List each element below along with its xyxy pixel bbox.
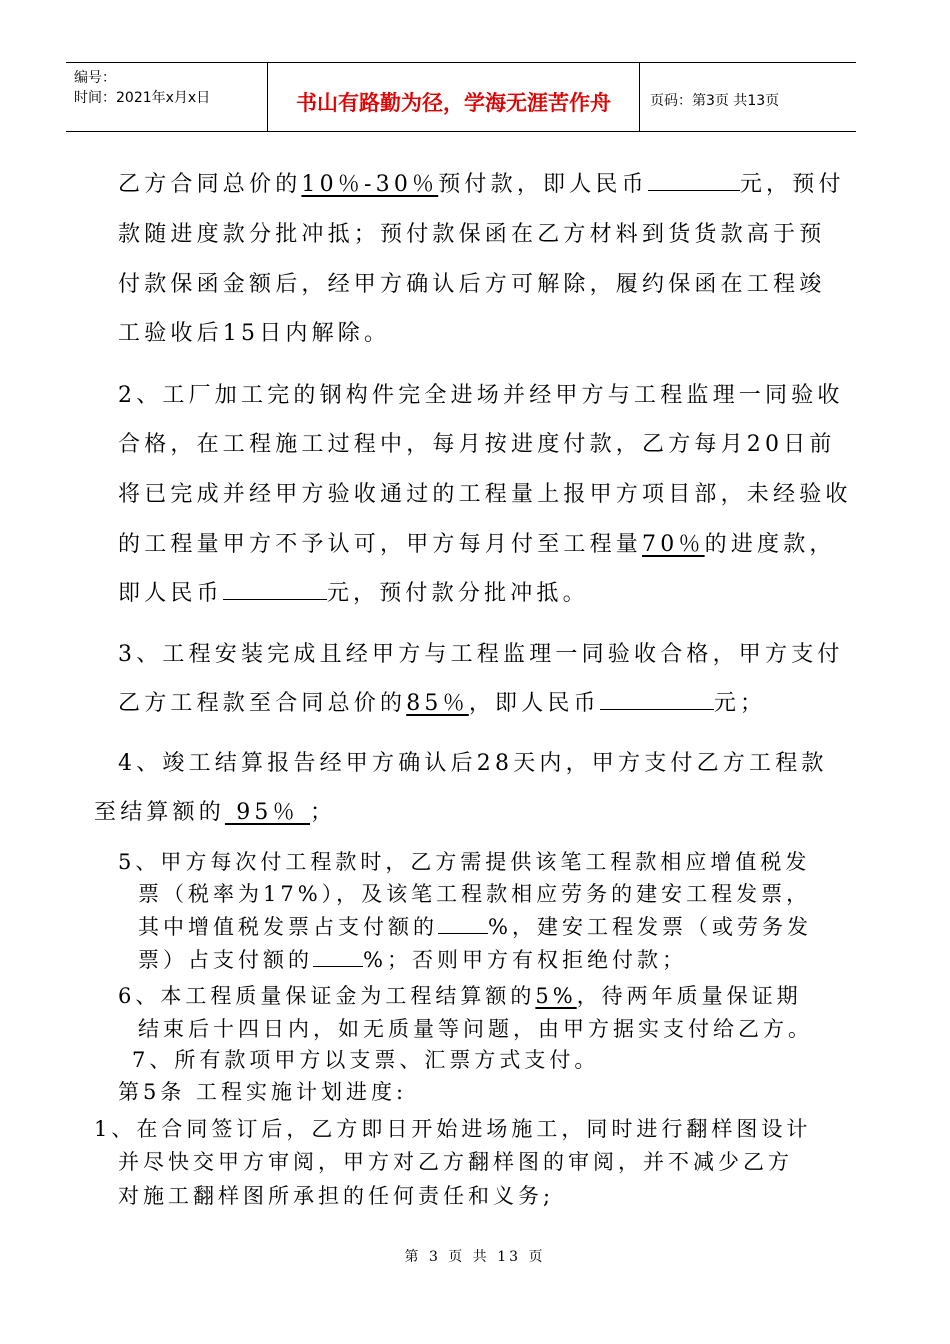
text: 的工程量甲方不予认可，甲方每月付至工程量: [118, 532, 643, 557]
p4-line-2: [94, 795, 336, 826]
text: 元，预付: [739, 172, 845, 197]
s5-p1-line-2: 并尽快交甲方审阅，甲方对乙方翻样图的审阅，并不减少乙方: [118, 1150, 793, 1174]
p4-line-1: 4、竣工结算报告经甲方确认后28天内，甲方支付乙方工程款: [118, 751, 828, 776]
text: ，即人民币: [468, 691, 600, 716]
amount-blank: [223, 581, 327, 600]
text: 乙方工程款至合同总价的: [118, 691, 407, 716]
text: 元；: [713, 691, 767, 716]
percentage: 5%: [535, 984, 577, 1008]
header-divider: [639, 63, 640, 131]
text: 6、本工程质量保证金为工程结算额的: [118, 984, 536, 1008]
p1-line-2: 款随进度款分批冲抵；预付款保函在乙方材料到货货款高于预: [118, 222, 826, 247]
p6-line-1: [118, 980, 802, 1010]
p5-line-3: [138, 911, 812, 941]
p6-line-2: 结束后十四日内，如无质量等问题，由甲方据实支付给乙方。: [138, 1017, 813, 1041]
text: 票）占支付额的: [138, 948, 313, 972]
percentage: 10％-30％: [301, 172, 439, 197]
text: 即人民币: [118, 581, 223, 606]
p2-line-4: [118, 527, 836, 558]
text: ；: [310, 800, 337, 825]
header-motto: 书山有路勤为径，学海无涯苦作舟: [296, 91, 611, 115]
serial-label: 编号：: [74, 70, 116, 86]
header-page-number: 页码：第3页 共13页: [650, 93, 780, 109]
text: 的进度款，: [704, 532, 836, 557]
s5-p1-line-1: 1、在合同签订后，乙方即日开始进场施工，同时进行翻样图设计: [94, 1117, 812, 1141]
percentage: 95％: [225, 800, 310, 825]
date-label: 时间：2021年x月x日: [74, 90, 211, 106]
text: 乙方合同总价的: [118, 172, 302, 197]
percentage-blank: [313, 948, 363, 967]
percentage-blank: [438, 915, 488, 934]
percentage: 70％: [642, 532, 705, 557]
text: %；否则甲方有权拒绝付款；: [363, 948, 687, 972]
text: ，待两年质量保证期: [576, 984, 802, 1008]
p2-line-2: 合格，在工程施工过程中，每月按进度付款，乙方每月20日前: [118, 432, 836, 457]
p2-line-1: 2、工厂加工完的钢构件完全进场并经甲方与工程监理一同验收: [118, 383, 844, 408]
text: 其中增值税发票占支付额的: [138, 915, 438, 939]
text: 元，预付款分批冲抵。: [326, 581, 589, 606]
p1-line-1: [118, 167, 845, 198]
p7-line: 7、所有款项甲方以支票、汇票方式支付。: [132, 1048, 600, 1072]
p3-line-2: [118, 686, 766, 717]
percentage: 85％: [406, 691, 469, 716]
text: %，建安工程发票（或劳务发: [488, 915, 812, 939]
p5-line-2: 票（税率为17%），及该笔工程款相应劳务的建安工程发票，: [138, 882, 812, 906]
p2-line-5: [118, 576, 589, 607]
p5-line-4: [138, 944, 687, 974]
amount-blank: [600, 691, 714, 710]
s5-p1-line-3: 对施工翻样图所承担的任何责任和义务;: [118, 1184, 555, 1208]
p2-line-3: 将已完成并经甲方验收通过的工程量上报甲方项目部，未经验收: [118, 482, 852, 507]
text: 至结算额的: [94, 800, 226, 825]
p1-line-3: 付款保函金额后，经甲方确认后方可解除，履约保函在工程竣: [118, 272, 826, 297]
p1-line-4: 工验收后15日内解除。: [118, 321, 391, 346]
text: 预付款，即人民币: [438, 172, 648, 197]
amount-blank: [648, 172, 740, 191]
section-5-heading: 第5条 工程实施计划进度:: [118, 1080, 408, 1104]
p5-line-1: 5、甲方每次付工程款时，乙方需提供该笔工程款相应增值税发: [118, 850, 811, 874]
page-footer: 第 3 页 共 13 页: [404, 1249, 546, 1265]
p3-line-1: 3、工程安装完成且经甲方与工程监理一同验收合格，甲方支付: [118, 642, 844, 667]
page-header: [66, 62, 856, 132]
